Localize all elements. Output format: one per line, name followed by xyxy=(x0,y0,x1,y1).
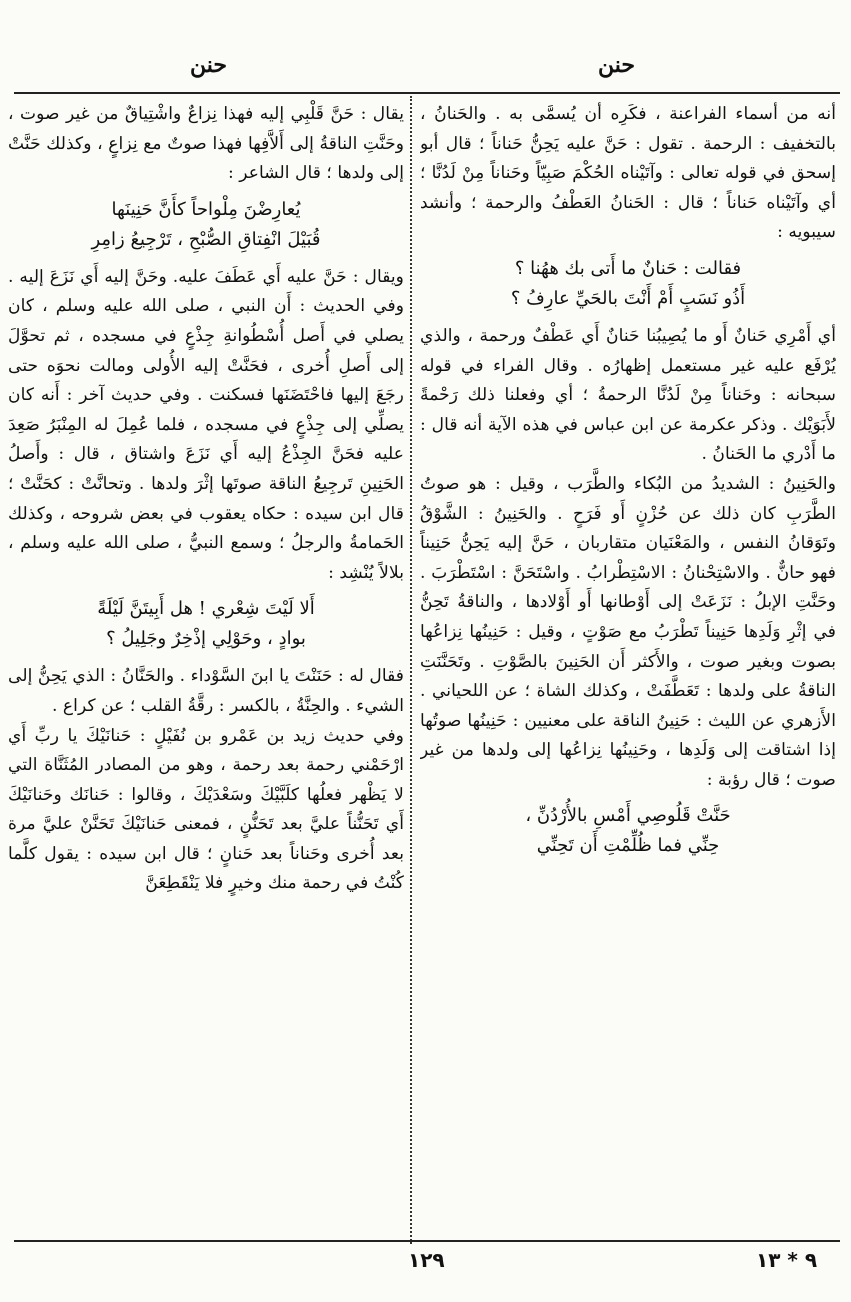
verse-line: قُبَيْلَ انْفِتاقِ الصُّبْحِ ، تَرْجِيعُ زامِرِ xyxy=(91,228,321,250)
page-number: ١٢٩ xyxy=(408,1248,445,1272)
left-paragraph-4: وفي حديث زيد بن عَمْرو بن نُفَيْلٍ : حَنانَيْكَ يا ربِّ أَي ارْحَمْني رحمة بعد رحمة ، وهو من المصادر المُثَنَّاة التي لا يَظْهر فعلُها كلَبَّيْكَ وسَعْدَيْكَ ، وقالوا : حَنانَك وحَنانَيْكَ أَي تَحَنُّناً عليَّ بعد تَحَنُّنٍ ، فمعنى حَنانَيْكَ تَحَنَّنْ عليَّ مرة بعد أُخرى وحَناناً بعد حَنانٍ ؛ قال ابن سيده : يقول كلَّما كُنْتُ في رحمة منك وخيرٍ فلا يَنْقَطِعَنَّ xyxy=(8,725,404,894)
verse-line: أَذُو نَسَبٍ أَمْ أَنْتَ بالحَيِّ عارِفُ ؟ xyxy=(510,287,746,309)
verse-line: فقالت : حَنانٌ ما أَتى بك ههُنا ؟ xyxy=(514,257,742,279)
left-column xyxy=(8,100,404,1240)
running-head-right: حنن xyxy=(598,52,635,78)
right-paragraph-2: أي أَمْرِي حَنانٌ أَو ما يُصِيبُنا حَنانٌ أَي عَطْفٌ ورحمة ، والذي يُرْفَع عليه غير مستعمل إظهارُه . وقال الفراء في قوله سبحانه : وحَناناً مِنْ لَدُنَّا الرحمةُ ؛ أي وفعلنا ذلك رَحْمةً لأَبَوَيْك . وذكر عكرمة عن ابن عباس في هذه الآية أنه قال : ما أَدْري ما الحَنانُ . xyxy=(420,325,836,465)
left-verse-1 xyxy=(8,195,404,255)
verse-line: حَنَّتْ قَلُوصِي أَمْسِ بالأُرْدُنِّ ، xyxy=(525,805,731,827)
top-rule xyxy=(14,92,840,94)
left-paragraph-3: فقال له : حَنَنْتَ يا ابنَ السَّوْداء . والحَنَّانُ : الذي يَحِنُّ إلى الشيء . والحِنَّةُ ، بالكسر : رقَّةُ القلب ؛ عن كراع . xyxy=(8,666,404,716)
right-paragraph-3: والحَنِينُ : الشديدُ من البُكاء والطَّرَب ، وقيل : هو صوتُ الطَّرَبِ كان ذلك عن حُزْنٍ أَو فَرَحٍ . والحَنِينُ : الشَّوْقُ وتَوَقانُ النفس ، والمَعْنَيان متقاربان ، حَنَّ إليه يَحِنُّ حَنِيناً فهو حانٌّ . والاسْتِحْنانُ : الاسْتِطْرابُ . واسْتَحَنَّ : اسْتَطْرَبَ . وحَنَّتِ الإبلُ : نَزَعَتْ إلى أَوْطانها أَو أَوْلادها ، والناقةُ تَحِنُّ في إثْرِ وَلَدِها حَنِيناً تَطْرَبُ مع صَوْتٍ ، وقيل : حَنِينُها نِزاعُها بصوت وبغير صوت ، والأَكثر أَن الحَنِينَ بالصَّوْتِ . وتَحَنَّنَتِ الناقةُ على ولدها : تَعَطَّفَتْ ، وكذلك الشاة ؛ عن اللحياني . الأَزهري عن الليث : حَنِينُ الناقة على معنيين : حَنِينُها صوتُها إذا اشتاقت إلى وَلَدِها ، وحَنِينُها نِزاعُها إلى ولدها من غير صوت ؛ قال رؤبة : xyxy=(420,473,836,790)
page-footer xyxy=(0,1248,851,1278)
right-verse-1 xyxy=(420,254,836,314)
left-paragraph-2: ويقال : حَنَّ عليه أَي عَطَفَ عليه. وحَنَّ إليه أَي نَزَعَ إليه . وفي الحديث : أَن النبي ، صلى الله عليه وسلم ، كان يصلي في أَصل أُسْطُوانةِ جِذْعٍ في مسجده ، ثم تحوَّلَ إلى أَصلِ أُخرى ، فحَنَّتْ إليه الأُولى ومالت نحوَه حتى رجَعَ إليها فاحْتَضَنَها فسكنت . وفي حديث آخر : أَنه كان يصلِّي إلى جِذْعٍ في مسجده ، فلما عُمِلَ له المِنْبَرُ صَعِدَ عليه فحَنَّ الجِذْعُ إليه أَي نَزَعَ واشتاق ، قال : وأَصلُ الحَنِينِ تَرجِيعُ الناقة صوتَها إثْرَ ولدها . وتحانَّتْ : كحَنَّتْ ؛ قال ابن سيده : حكاه يعقوب في بعض شروحه ، وكذلك الحَمامةُ والرجلُ ؛ وسمع النبيُّ ، صلى الله عليه وسلم ، بلالاً يُنْشِد : xyxy=(8,266,404,583)
page-header xyxy=(0,52,851,92)
signature-mark: ٩ * ١٣ xyxy=(756,1248,818,1272)
right-verse-2 xyxy=(420,801,836,861)
bottom-rule xyxy=(14,1240,840,1242)
left-paragraph-1: يقال : حَنَّ قَلْبِي إليه فهذا نِزاعٌ واشْتِياقٌ من غير صوت ، وحَنَّتِ الناقةُ إلى أَلاَّفِها فهذا صوتٌ مع نِزاعٍ ، وكذلك حَنَّتْ إلى ولدها ؛ قال الشاعر : xyxy=(8,104,404,184)
column-divider xyxy=(410,96,412,1244)
right-paragraph-1: أنه من أسماء الفراعنة ، فكَرِه أن يُسمَّى به . والحَنانُ ، بالتخفيف : الرحمة . تقول : حَنَّ عليه يَحِنُّ حَناناً ؛ قال أبو إسحق في قوله تعالى : وآتَيْناه الحُكْمَ صَبِيّاً وحَناناً مِنْ لَدُنَّا ؛ أي وآتَيْناه حَناناً ؛ قال : الحَنانُ العَطْفُ والرحمة ؛ وأنشد سيبويه : xyxy=(420,104,836,243)
verse-line: أَلا لَيْتَ شِعْري ! هل أَبِيتَنَّ لَيْلَةً xyxy=(97,598,315,620)
left-verse-2 xyxy=(8,594,404,654)
verse-line: حِنِّي فما ظُلِّمْتِ أَن تَحِنِّي xyxy=(536,835,720,857)
running-head-left: حنن xyxy=(190,52,227,78)
verse-line: بوادٍ ، وحَوْلِي إذْخِرٌ وجَلِيلُ ؟ xyxy=(106,628,306,650)
right-column xyxy=(420,100,836,1240)
verse-line: يُعارِضْنَ مِلْواحاً كأَنَّ حَنِينَها xyxy=(111,198,301,220)
